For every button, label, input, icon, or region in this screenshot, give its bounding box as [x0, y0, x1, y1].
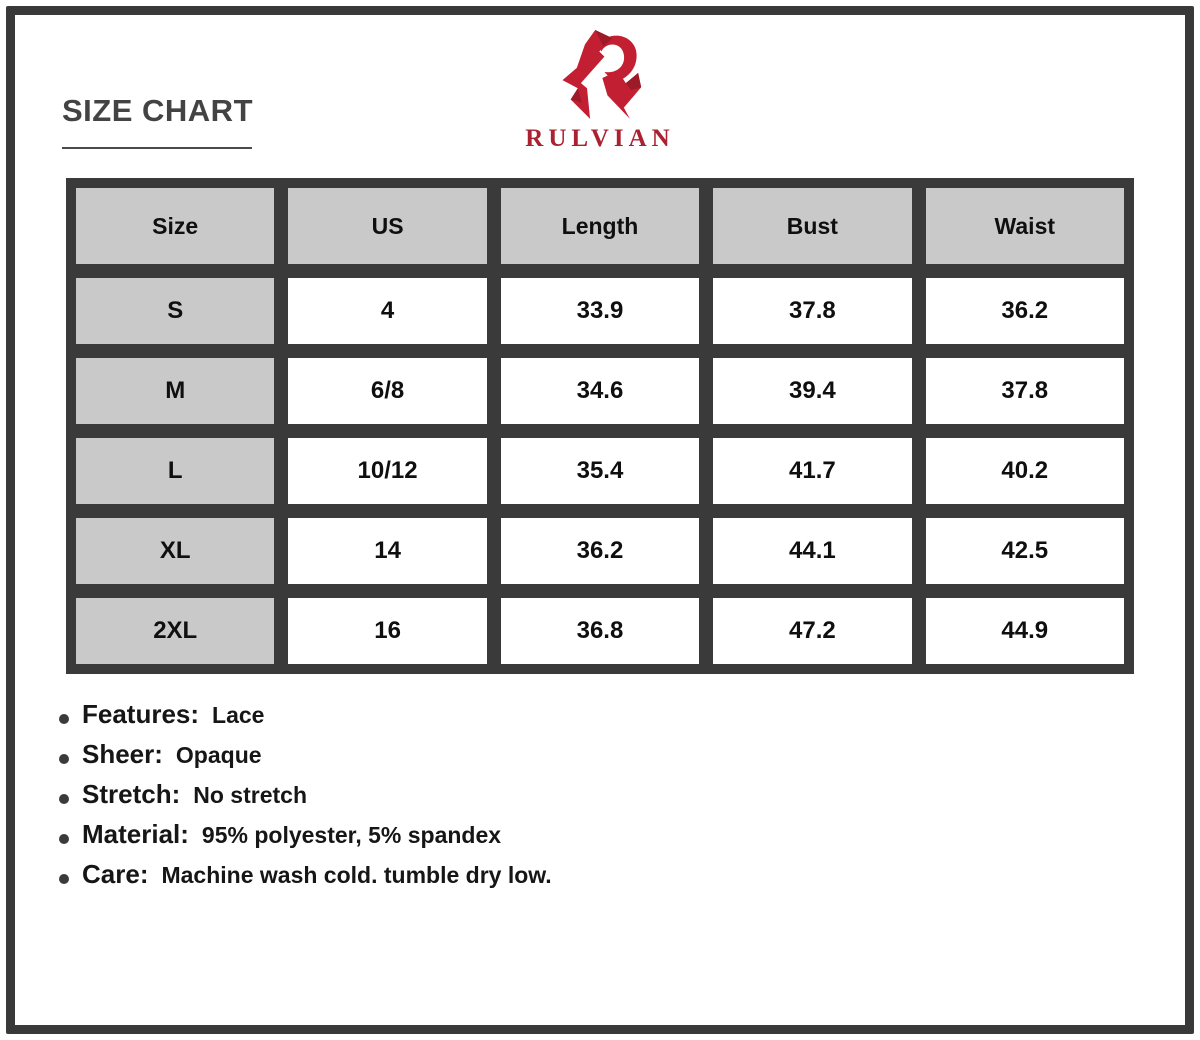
table-row-l — [69, 431, 1131, 511]
detail-value: Lace — [212, 702, 265, 728]
length-cell: 35.4 — [494, 431, 706, 511]
page-title: SIZE CHART — [62, 93, 253, 128]
table-row-s — [69, 271, 1131, 351]
outer-frame — [6, 6, 1194, 1034]
detail-label: Stretch: — [82, 779, 181, 809]
detail-label: Care: — [82, 859, 149, 889]
brand-logo — [525, 29, 674, 153]
bullet-icon — [59, 874, 69, 884]
detail-label: Features: — [82, 699, 200, 729]
rulvian-r-monogram-icon — [556, 29, 644, 123]
waist-cell: 36.2 — [919, 271, 1131, 351]
size-label-cell: XL — [69, 511, 281, 591]
waist-cell: 44.9 — [919, 591, 1131, 671]
detail-item-stretch — [59, 779, 552, 819]
us-cell: 4 — [281, 271, 493, 351]
header-row — [69, 181, 1131, 271]
waist-cell: 37.8 — [919, 351, 1131, 431]
bust-cell: 44.1 — [706, 511, 918, 591]
column-header-size: Size — [69, 181, 281, 271]
title-block — [62, 93, 253, 149]
column-header-waist: Waist — [919, 181, 1131, 271]
us-cell: 6/8 — [281, 351, 493, 431]
bullet-icon — [59, 714, 69, 724]
table-row-2xl — [69, 591, 1131, 671]
bust-cell: 39.4 — [706, 351, 918, 431]
product-details-list — [59, 699, 552, 899]
size-chart-table — [66, 178, 1134, 674]
column-header-length: Length — [494, 181, 706, 271]
title-underline — [62, 147, 252, 149]
bullet-icon — [59, 754, 69, 764]
bullet-icon — [59, 794, 69, 804]
waist-cell: 42.5 — [919, 511, 1131, 591]
waist-cell: 40.2 — [919, 431, 1131, 511]
us-cell: 16 — [281, 591, 493, 671]
length-cell: 33.9 — [494, 271, 706, 351]
detail-value: Opaque — [175, 742, 262, 768]
us-cell: 10/12 — [281, 431, 493, 511]
bust-cell: 37.8 — [706, 271, 918, 351]
size-label-cell: 2XL — [69, 591, 281, 671]
us-cell: 14 — [281, 511, 493, 591]
bullet-icon — [59, 834, 69, 844]
detail-item-care — [59, 859, 552, 899]
column-header-bust: Bust — [706, 181, 918, 271]
bust-cell: 47.2 — [706, 591, 918, 671]
detail-item-sheer — [59, 739, 552, 779]
length-cell: 36.2 — [494, 511, 706, 591]
column-header-us: US — [281, 181, 493, 271]
detail-value: No stretch — [193, 782, 307, 808]
table-row-m — [69, 351, 1131, 431]
table-row-xl — [69, 511, 1131, 591]
bust-cell: 41.7 — [706, 431, 918, 511]
detail-label: Material: — [82, 819, 189, 849]
size-label-cell: S — [69, 271, 281, 351]
detail-value: Machine wash cold. tumble dry low. — [161, 862, 552, 888]
size-label-cell: L — [69, 431, 281, 511]
detail-label: Sheer: — [82, 739, 163, 769]
size-label-cell: M — [69, 351, 281, 431]
length-cell: 36.8 — [494, 591, 706, 671]
length-cell: 34.6 — [494, 351, 706, 431]
detail-item-features — [59, 699, 552, 739]
detail-item-material — [59, 819, 552, 859]
detail-value: 95% polyester, 5% spandex — [201, 822, 502, 848]
brand-wordmark: RULVIAN — [525, 125, 675, 152]
